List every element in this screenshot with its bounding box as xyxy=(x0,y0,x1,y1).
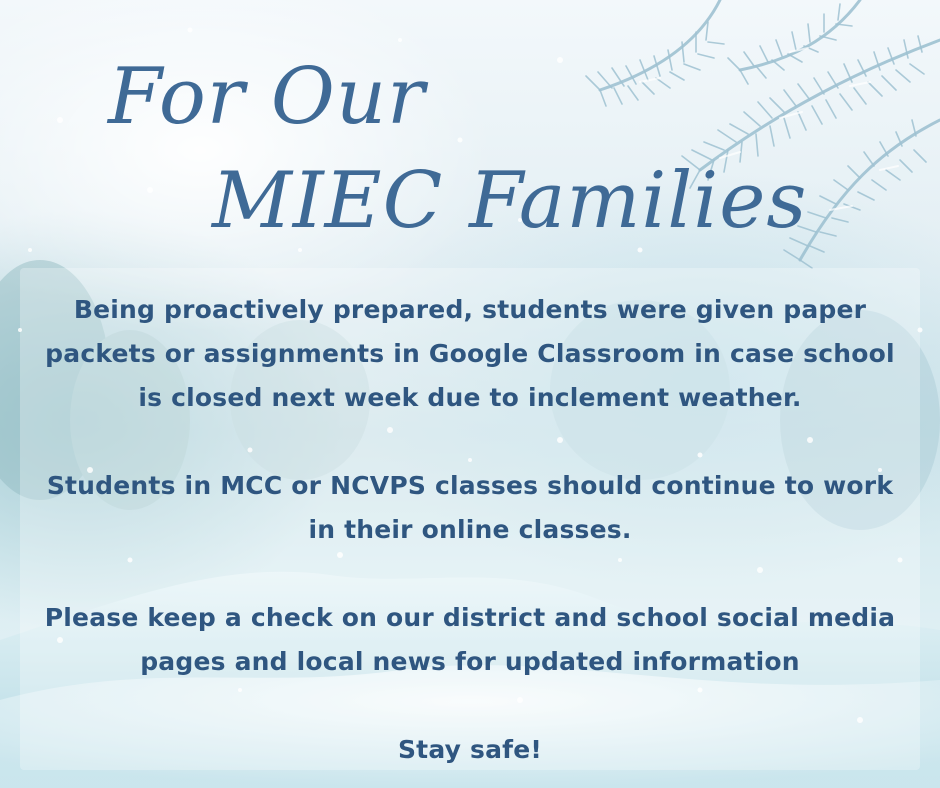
title-line-1: For Our xyxy=(108,52,426,142)
title-line-2: MIEC Families xyxy=(212,156,808,246)
message-paragraph-updates: Please keep a check on our district and school social media pages and local news for updated information xyxy=(44,603,896,676)
message-paragraph-online-classes: Students in MCC or NCVPS classes should continue to work in their online classes. xyxy=(46,471,894,544)
message-closing: Stay safe! xyxy=(397,735,543,764)
message-paragraph-preparation: Being proactively prepared, students were given paper packets or assignments in Google Classroom in case school is closed next week due to inclement weather. xyxy=(45,295,895,412)
